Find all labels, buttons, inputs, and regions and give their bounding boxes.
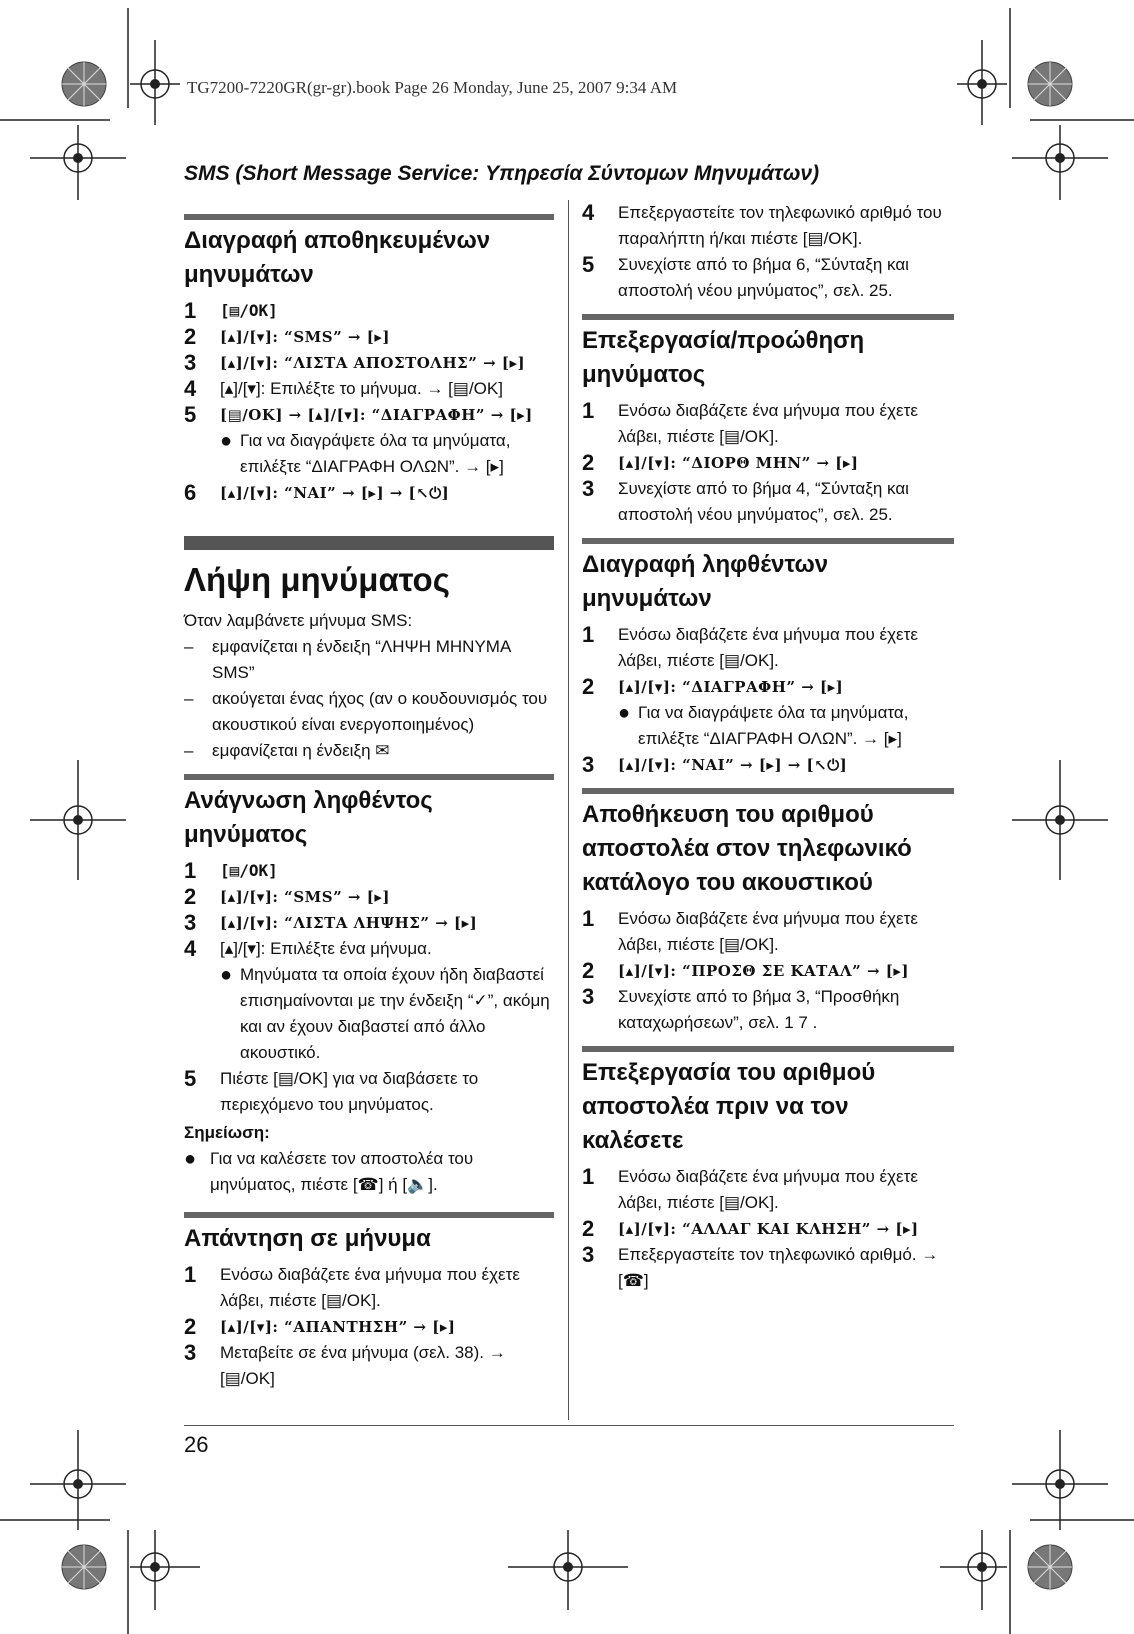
- bullet-icon: ●: [618, 702, 631, 724]
- dash-item: – ακούγεται ένας ήχος (αν ο κουδουνισμός του ακουστικού είναι ενεργοποιημένος): [184, 689, 548, 734]
- step-item: 3 [▴]/[▾]: “ΛΙΣΤΑ ΑΠΟΣΤΟΛΗΣ” → [▸]: [184, 350, 526, 375]
- section-title-edit-number: Επεξεργασία του αριθμού αποστολέα πριν να τον καλέσετε: [582, 1059, 876, 1154]
- step-item: 3 Επεξεργαστείτε τον τηλεφωνικό αριθμό. → [☎]: [582, 1242, 939, 1290]
- right-column: [582, 200, 954, 1294]
- section-rule: [582, 538, 954, 544]
- bullet-item: ● Για να διαγράψετε όλα τα μηνύματα, επιλέξτε “ΔΙΑΓΡΑΦΗ ΟΛΩΝ”. → [▸]: [582, 700, 954, 752]
- step-item: 1 Ενόσω διαβάζετε ένα μήνυμα που έχετε λάβει, πιέστε [▤/OK].: [582, 622, 918, 670]
- section-title-read: Ανάγνωση ληφθέντος μηνύματος: [184, 787, 433, 848]
- bullet-icon: ●: [184, 1148, 197, 1170]
- step-item: 4 [▴]/[▾]: Επιλέξτε το μήνυμα. → [▤/OK]: [184, 376, 503, 401]
- step-item: 2 [▴]/[▾]: “ΔΙΟΡΘ ΜΗΝ” → [▸]: [582, 450, 859, 475]
- step-item: 3 [▴]/[▾]: “ΝΑΙ” → [▸] → [↖⏻]: [582, 752, 848, 777]
- section-rule: [184, 214, 554, 220]
- section-title-reply: Απάντηση σε μήνυμα: [184, 1225, 431, 1252]
- section-title-edit-forward: Επεξεργασία/προώθηση μηνύματος: [582, 327, 865, 388]
- step-item: 2 [▴]/[▾]: “ΑΠΑΝΤΗΣΗ” → [▸]: [184, 1314, 456, 1339]
- step-item: 2 [▴]/[▾]: “ΔΙΑΓΡΑΦΗ” → [▸]: [582, 674, 844, 699]
- step-item: 5 Πιέστε [▤/OK] για να διαβάσετε το περιεχόμενο του μηνύματος.: [184, 1066, 479, 1114]
- step-item: 3 [▴]/[▾]: “ΛΙΣΤΑ ΛΗΨΗΣ” → [▸]: [184, 910, 478, 935]
- section-title-receive: Λήψη μηνύματος: [184, 561, 450, 598]
- column-divider: [568, 200, 569, 1420]
- section-rule: [184, 774, 554, 780]
- receive-intro: Όταν λαμβάνετε μήνυμα SMS:: [184, 611, 413, 630]
- section-rule: [582, 788, 954, 794]
- step-item: 3 Συνεχίστε από το βήμα 3, “Προσθήκη καταχωρήσεων”, σελ. 1 7 .: [582, 984, 900, 1032]
- book-header-line: TG7200-7220GR(gr-gr).book Page 26 Monday, June 25, 2007 9:34 AM: [187, 78, 678, 97]
- bullet-item: ● Μηνύματα τα οποία έχουν ήδη διαβαστεί επισημαίνονται με την ένδειξη “✓”, ακόμη και αν έχουν διαβαστεί από άλλο ακουστικό.: [184, 962, 554, 1066]
- section-title-delete-saved: Διαγραφή αποθηκευμένων μηνυμάτων: [184, 227, 491, 288]
- running-title: SMS (Short Message Service: Υπηρεσία Σύντομων Μηνυμάτων): [184, 162, 820, 185]
- left-column: [184, 208, 554, 1392]
- step-item: 1 Ενόσω διαβάζετε ένα μήνυμα που έχετε λάβει, πιέστε [▤/OK].: [582, 906, 918, 954]
- section-rule: [184, 1212, 554, 1218]
- step-item: 1 Ενόσω διαβάζετε ένα μήνυμα που έχετε λάβει, πιέστε [▤/OK].: [582, 398, 918, 446]
- step-item: 1 Ενόσω διαβάζετε ένα μήνυμα που έχετε λάβει, πιέστε [▤/OK].: [184, 1262, 520, 1310]
- section-rule: [582, 1046, 954, 1052]
- dash-item: – εμφανίζεται η ένδειξη ✉: [184, 741, 390, 760]
- bullet-icon: ●: [220, 964, 233, 986]
- step-item: 4 [▴]/[▾]: Επιλέξτε ένα μήνυμα.: [184, 936, 432, 961]
- step-item: 1 [▤/OK]: [184, 858, 278, 883]
- note-title: Σημείωση:: [184, 1123, 270, 1142]
- step-item: 2 [▴]/[▾]: “ΑΛΛΑΓ ΚΑΙ ΚΛΗΣΗ” → [▸]: [582, 1216, 919, 1241]
- step-item: 3 Μεταβείτε σε ένα μήνυμα (σελ. 38). → [▤/OK]: [184, 1340, 506, 1388]
- section-title-delete-received: Διαγραφή ληφθέντων μηνυμάτων: [582, 551, 829, 612]
- footer-rule: [184, 1425, 954, 1426]
- bullet-icon: ●: [220, 430, 233, 452]
- dash-item: – εμφανίζεται η ένδειξη “ΛΗΨΗ ΜΗΝΥΜΑ SMS”: [184, 637, 511, 682]
- step-item: 1 Ενόσω διαβάζετε ένα μήνυμα που έχετε λάβει, πιέστε [▤/OK].: [582, 1164, 918, 1212]
- delete-saved-steps: [184, 298, 554, 506]
- step-item: 5 [▤/OK] → [▴]/[▾]: “ΔΙΑΓΡΑΦΗ” → [▸]: [184, 402, 533, 427]
- page-number: 26: [184, 1432, 209, 1457]
- step-item: 6 [▴]/[▾]: “ΝΑΙ” → [▸] → [↖⏻]: [184, 480, 450, 505]
- section-title-save-number: Αποθήκευση του αριθμού αποστολέα στον τηλεφωνικό κατάλογο του ακουστικού: [582, 801, 912, 896]
- step-item: 5 Συνεχίστε από το βήμα 6, “Σύνταξη και αποστολή νέου μηνύματος”, σελ. 25.: [582, 252, 909, 300]
- step-item: 4 Επεξεργαστείτε τον τηλεφωνικό αριθμό του παραλήπτη ή/και πιέστε [▤/OK].: [582, 200, 942, 248]
- step-item: 1 [▤/OK]: [184, 298, 278, 323]
- step-item: 2 [▴]/[▾]: “SMS” → [▸]: [184, 884, 390, 909]
- bullet-item: ● Για να διαγράψετε όλα τα μηνύματα, επιλέξτε “ΔΙΑΓΡΑΦΗ ΟΛΩΝ”. → [▸]: [184, 428, 554, 480]
- step-item: 3 Συνεχίστε από το βήμα 4, “Σύνταξη και αποστολή νέου μηνύματος”, σελ. 25.: [582, 476, 909, 524]
- step-item: 2 [▴]/[▾]: “SMS” → [▸]: [184, 324, 390, 349]
- section-rule: [582, 314, 954, 320]
- note-item: ● Για να καλέσετε τον αποστολέα του μηνύματος, πιέστε [☎] ή [🔈].: [184, 1146, 554, 1198]
- step-item: 2 [▴]/[▾]: “ΠΡΟΣΘ ΣΕ ΚΑΤΑΛ” → [▸]: [582, 958, 909, 983]
- major-section-rule: [184, 536, 554, 550]
